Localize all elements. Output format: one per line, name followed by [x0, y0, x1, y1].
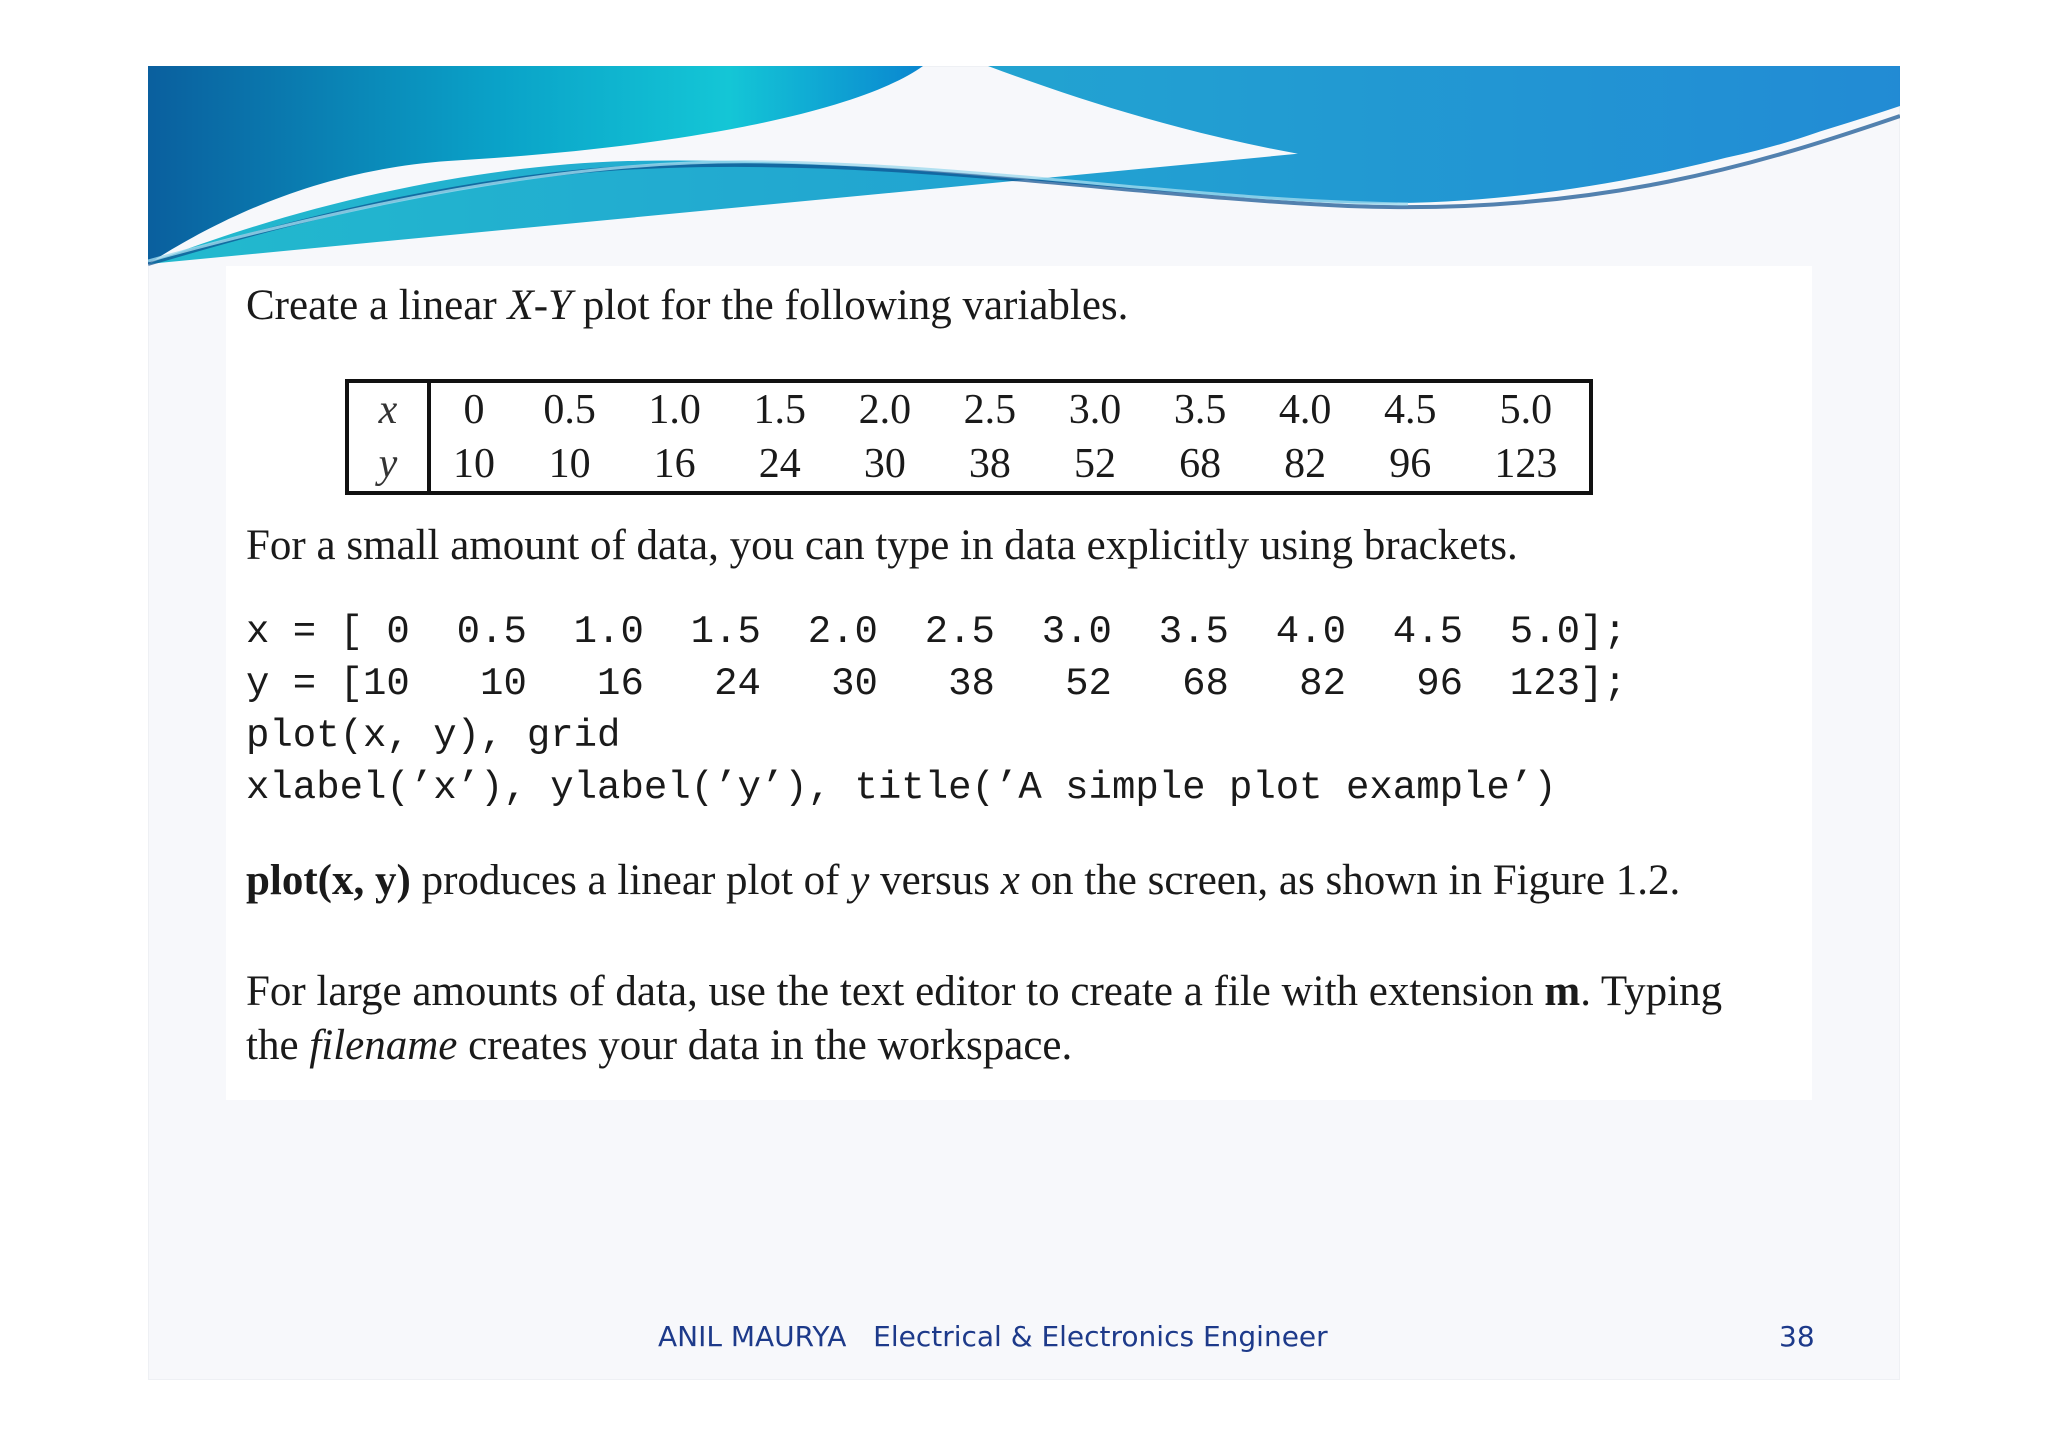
code-line: y = [10 10 16 24 30 38 52 68 82 96 123];: [246, 662, 1627, 706]
table-cell: 10: [548, 441, 591, 487]
table-cell: 96: [1389, 441, 1432, 487]
table-cell: 2.5: [963, 387, 1017, 433]
intro-text-start: Create a linear: [246, 282, 508, 329]
large-data-text: the: [246, 1022, 310, 1069]
code-line: xlabel(’x’), ylabel(’y’), title(’A simple plot example’): [246, 766, 1557, 810]
large-data-line-1: [246, 964, 1722, 1020]
code-line: plot(x, y), grid: [246, 714, 621, 758]
table-cell: 24: [758, 441, 801, 487]
small-data-sentence: For a small amount of data, you can type in data explicitly using brackets.: [246, 522, 1518, 569]
plot-function-bold: plot(x, y): [246, 857, 411, 904]
plot-desc-text: on the screen, as shown in Figure 1.2.: [1019, 857, 1681, 904]
table-cell: 0: [463, 387, 485, 433]
table-cell: 2.0: [858, 387, 912, 433]
table-cell: 5.0: [1499, 387, 1553, 433]
extension-m-bold: m: [1544, 968, 1581, 1015]
table-cell: 123: [1494, 441, 1558, 487]
matlab-code-block: [246, 606, 1627, 814]
table-cell: 82: [1284, 441, 1327, 487]
table-cell: 30: [863, 441, 906, 487]
table-cell: 16: [653, 441, 696, 487]
plot-desc-math-x: x: [1000, 857, 1020, 904]
large-data-text: For large amounts of data, use the text editor to create a file with extension: [246, 968, 1545, 1015]
large-data-text: . Typing: [1580, 968, 1723, 1015]
plot-description: [246, 853, 1680, 909]
plot-desc-text: produces a linear plot of: [410, 857, 851, 904]
table-cell: 38: [968, 441, 1011, 487]
intro-sentence: [246, 278, 1128, 334]
filename-italic: filename: [309, 1022, 458, 1069]
large-data-line-2: [246, 1018, 1072, 1074]
table-cell: 68: [1179, 441, 1222, 487]
data-table: [345, 379, 1593, 495]
table-row-x: [349, 383, 1589, 437]
table-cell: 10: [453, 441, 496, 487]
intro-math-xy: X-Y: [507, 282, 572, 329]
footer-author-role: Electrical & Electronics Engineer: [873, 1320, 1328, 1353]
table-cell: 1.5: [753, 387, 806, 433]
table-header-y: y: [349, 437, 429, 491]
table-cell: 0.5: [543, 387, 596, 433]
table-cell: 3.0: [1068, 387, 1122, 433]
table-row-y: [349, 437, 1589, 491]
footer-author-name: ANIL MAURYA: [658, 1320, 847, 1353]
header-wave-banner: [148, 66, 1900, 266]
code-line: x = [ 0 0.5 1.0 1.5 2.0 2.5 3.0 3.5 4.0 4.5 5.0];: [246, 610, 1627, 654]
plot-desc-text: versus: [869, 857, 1001, 904]
table-cell: 4.5: [1383, 387, 1437, 433]
table-cell: 3.5: [1173, 387, 1227, 433]
large-data-text: creates your data in the workspace.: [457, 1022, 1073, 1069]
table-cell: 1.0: [648, 387, 701, 433]
slide-number: 38: [1779, 1320, 1815, 1353]
intro-text-end: plot for the following variables.: [571, 282, 1129, 329]
table-cell: 4.0: [1278, 387, 1332, 433]
table-header-x: x: [349, 383, 429, 437]
table-cell: 52: [1073, 441, 1116, 487]
footer-author: [658, 1320, 1328, 1353]
plot-desc-math-y: y: [850, 857, 870, 904]
